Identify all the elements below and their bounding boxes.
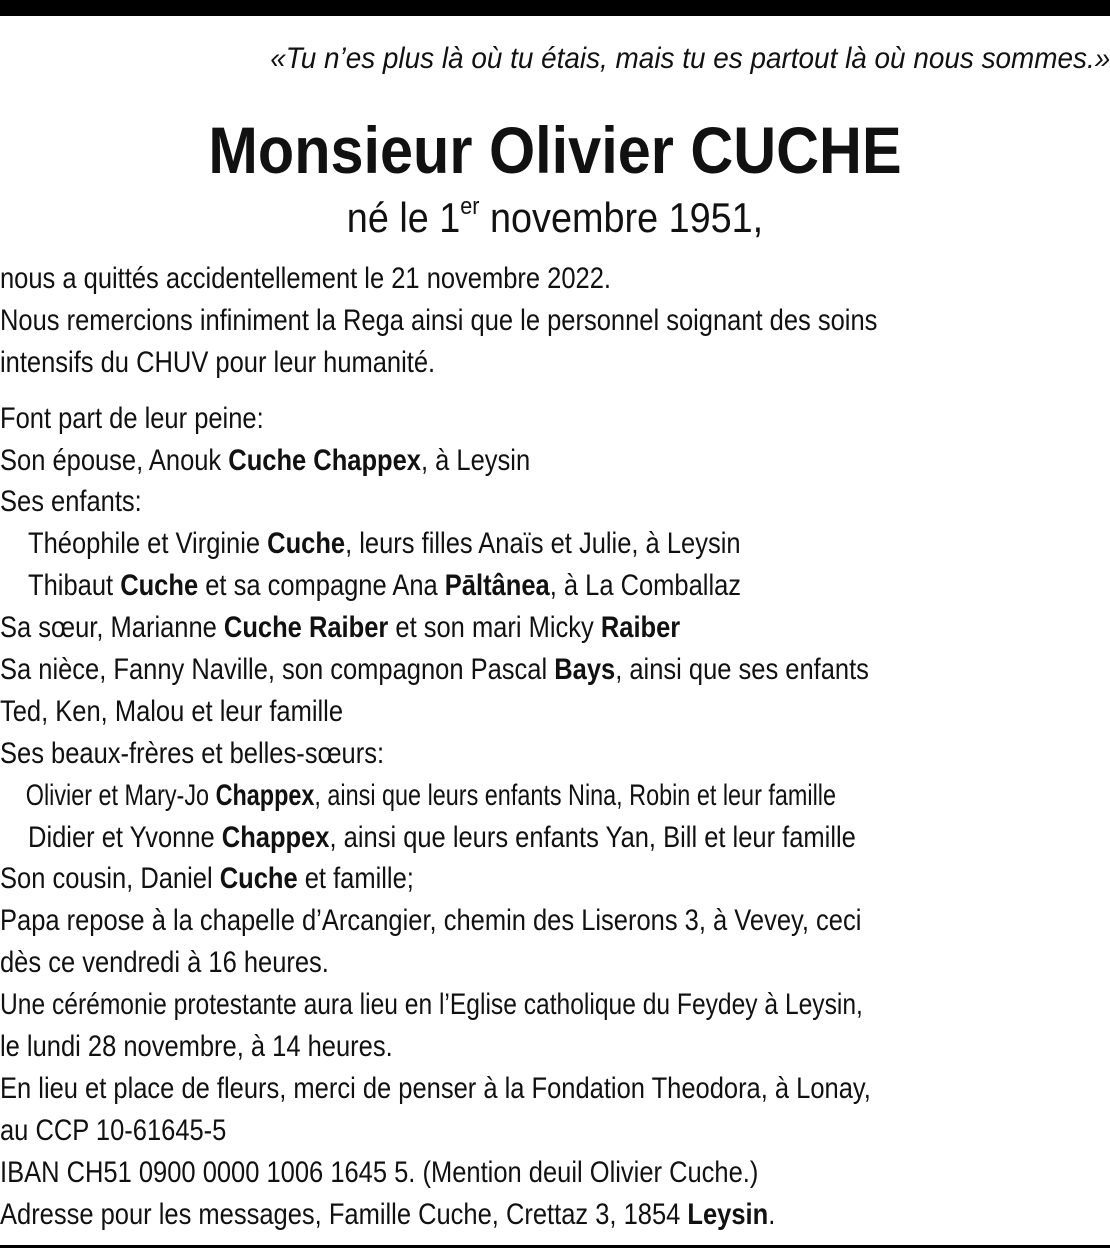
bold-name: Cuche Chappex (228, 443, 421, 477)
text-span: Ses beaux-frères et belles-sœurs: (0, 736, 385, 770)
text-line (0, 523, 944, 565)
text-span: , ainsi que leurs enfants Yan, Bill et leur famille (329, 820, 856, 854)
text-span: Papa repose à la chapelle d’Arcangier, chemin des Liserons 3, à Vevey, ceci (0, 904, 862, 938)
text-span: Ted, Ken, Malou et leur famille (0, 694, 344, 728)
deceased-name: Monsieur Olivier CUCHE (208, 113, 902, 187)
text-line (0, 691, 944, 733)
bold-name: Raiber (600, 611, 681, 645)
text-span: Une cérémonie protestante aura lieu en l’Eglise catholique du Feydey à Leysin, (0, 988, 863, 1022)
bold-name: Pāltânea (444, 569, 550, 603)
top-rule (0, 0, 1110, 16)
text-line (0, 258, 944, 300)
bold-name: Cuche (219, 862, 298, 896)
text-line (0, 733, 944, 775)
text-span: Ses enfants: (0, 485, 142, 519)
text-span: intensifs du CHUV pour leur humanité. (0, 345, 436, 379)
text-line (0, 900, 944, 942)
text-span: le lundi 28 novembre, à 14 heures. (0, 1030, 393, 1064)
text-line (0, 342, 944, 384)
text-line (0, 1068, 944, 1110)
text-line (0, 1110, 944, 1152)
bold-name: Cuche Raiber (223, 611, 389, 645)
text-span: . (768, 1197, 776, 1231)
text-span: , à Leysin (420, 443, 531, 477)
text-span: Son épouse, Anouk (0, 443, 229, 477)
text-line (0, 1194, 944, 1236)
text-line (0, 481, 944, 523)
text-line (0, 942, 944, 984)
text-line (0, 607, 944, 649)
text-span: , ainsi que leurs enfants Nina, Robin et leur famille (314, 778, 836, 812)
birth-suffix: novembre 1951, (479, 194, 764, 241)
text-line (0, 565, 944, 607)
bold-name: Leysin (687, 1197, 769, 1231)
text-line (0, 440, 944, 482)
text-span: , ainsi que ses enfants (615, 653, 869, 687)
bold-name: Bays (554, 653, 616, 687)
text-span: et sa compagne Ana (198, 569, 445, 603)
text-span: Sa sœur, Marianne (0, 611, 224, 645)
text-span: et famille; (297, 862, 414, 896)
text-span: En lieu et place de fleurs, merci de penser à la Fondation Theodora, à Lonay, (0, 1071, 871, 1105)
text-line (0, 858, 944, 900)
bold-name: Cuche (120, 569, 199, 603)
text-line (0, 300, 944, 342)
text-span: Son cousin, Daniel (0, 862, 220, 896)
text-line (0, 817, 944, 859)
text-span: Font part de leur peine: (0, 401, 264, 435)
birth-line (56, 193, 1055, 242)
bold-name: Cuche (267, 527, 346, 561)
text-span: , à La Comballaz (549, 569, 742, 603)
text-span: Thibaut (28, 569, 121, 603)
text-span: dès ce vendredi à 16 heures. (0, 946, 329, 980)
birth-prefix: né le 1 (346, 194, 461, 241)
text-line (0, 1152, 944, 1194)
text-line (0, 1026, 944, 1068)
bold-name: Chappex (221, 820, 330, 854)
text-line (0, 775, 866, 817)
announcement-body (0, 258, 1110, 1235)
text-span: Didier et Yvonne (28, 820, 222, 854)
text-line (0, 649, 944, 691)
text-span: et son mari Micky (388, 611, 601, 645)
bold-name: Chappex (215, 778, 315, 812)
text-span: Théophile et Virginie (28, 527, 268, 561)
text-span: , leurs filles Anaïs et Julie, à Leysin (345, 527, 741, 561)
bottom-rule (0, 1245, 1110, 1248)
text-span: Sa nièce, Fanny Naville, son compagnon Pascal (0, 653, 555, 687)
text-span: IBAN CH51 0900 0000 1006 1645 5. (Mention deuil Olivier Cuche.) (0, 1155, 759, 1189)
text-span: nous a quittés accidentellement le 21 novembre 2022. (0, 262, 611, 295)
text-span: au CCP 10-61645-5 (0, 1113, 227, 1147)
text-line (0, 984, 910, 1026)
epigraph-quote: «Tu n’es plus là où tu étais, mais tu es partout là où nous sommes.» (269, 42, 1110, 75)
text-span: Nous remercions infiniment la Rega ainsi que le personnel soignant des soins (0, 303, 878, 337)
text-span: Adresse pour les messages, Famille Cuche, Crettaz 3, 1854 (0, 1197, 688, 1231)
birth-ordinal: er (460, 193, 480, 220)
text-line (0, 398, 944, 440)
text-span: Olivier et Mary-Jo (25, 778, 216, 812)
